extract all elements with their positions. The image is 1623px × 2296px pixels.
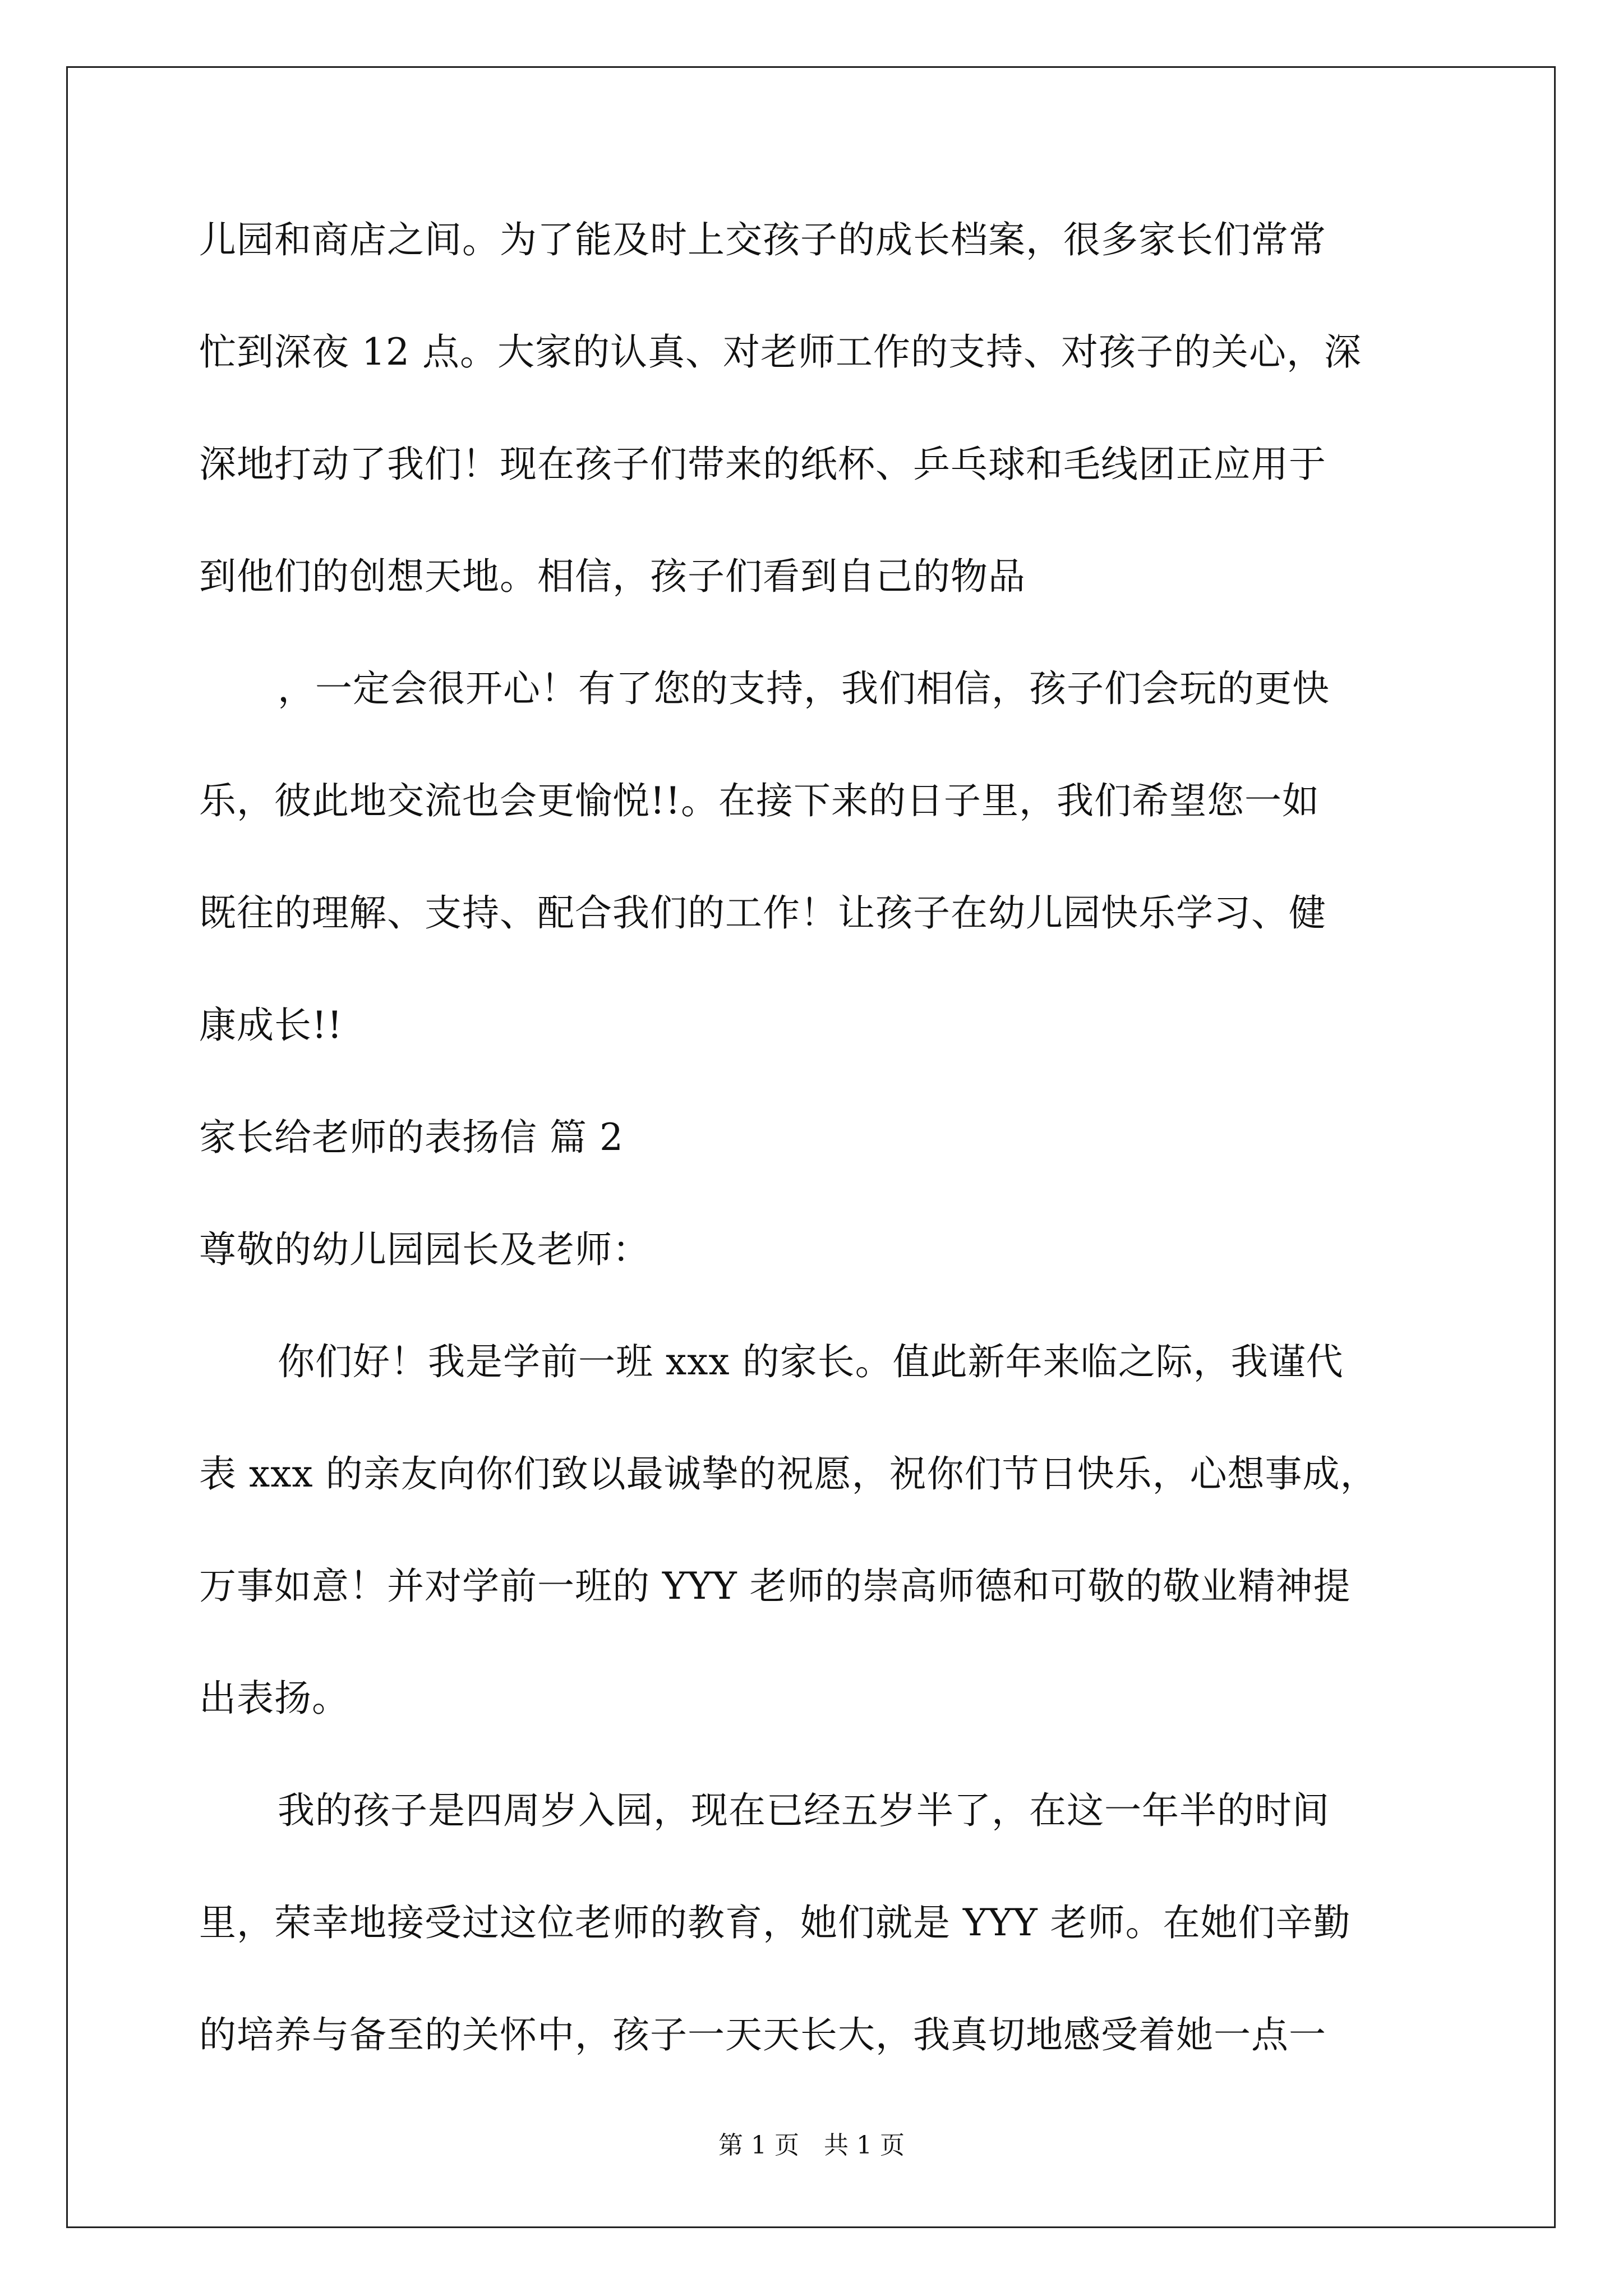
text-line: 表 xxx 的亲友向你们致以最诚挚的祝愿，祝你们节日快乐，心想事成， [199,1452,1378,1496]
page-footer: 第 1 页 共 1 页 [718,2131,905,2160]
text-line: 出表扬。 [199,1677,349,1720]
text-line: 深地打动了我们！现在孩子们带来的纸杯、乒乓球和毛线团正应用于 [199,443,1326,486]
text-line: 康成长!! [199,1004,343,1047]
text-line: 到他们的创想天地。相信，孩子们看到自己的物品 [199,555,1026,598]
text-line: 既往的理解、支持、配合我们的工作！让孩子在幼儿园快乐学习、健 [199,891,1326,935]
text-line: 里，荣幸地接受过这位老师的教育，她们就是 YYY 老师。在她们辛勤 [199,1901,1351,1944]
text-line: 儿园和商店之间。为了能及时上交孩子的成长档案，很多家长们常常 [199,218,1326,261]
salutation: 尊敬的幼儿园园长及老师： [199,1228,650,1271]
text-line: 万事如意！并对学前一班的 YYY 老师的崇高师德和可敬的敬业精神提 [199,1565,1351,1608]
text-line: 的培养与备至的关怀中，孩子一天天长大，我真切地感受着她一点一 [199,2013,1326,2056]
text-line: 乐，彼此地交流也会更愉悦!!。在接下来的日子里，我们希望您一如 [199,779,1320,822]
text-line: 我的孩子是四周岁入园，现在已经五岁半了，在这一年半的时间 [278,1789,1330,1832]
text-line: 忙到深夜 12 点。大家的认真、对老师工作的支持、对孩子的关心，深 [199,330,1362,374]
text-line: ，一定会很开心！有了您的支持，我们相信，孩子们会玩的更快 [278,667,1330,710]
text-line: 你们好！我是学前一班 xxx 的家长。值此新年来临之际，我谨代 [278,1340,1344,1383]
section-heading: 家长给老师的表扬信 篇 2 [199,1116,624,1159]
